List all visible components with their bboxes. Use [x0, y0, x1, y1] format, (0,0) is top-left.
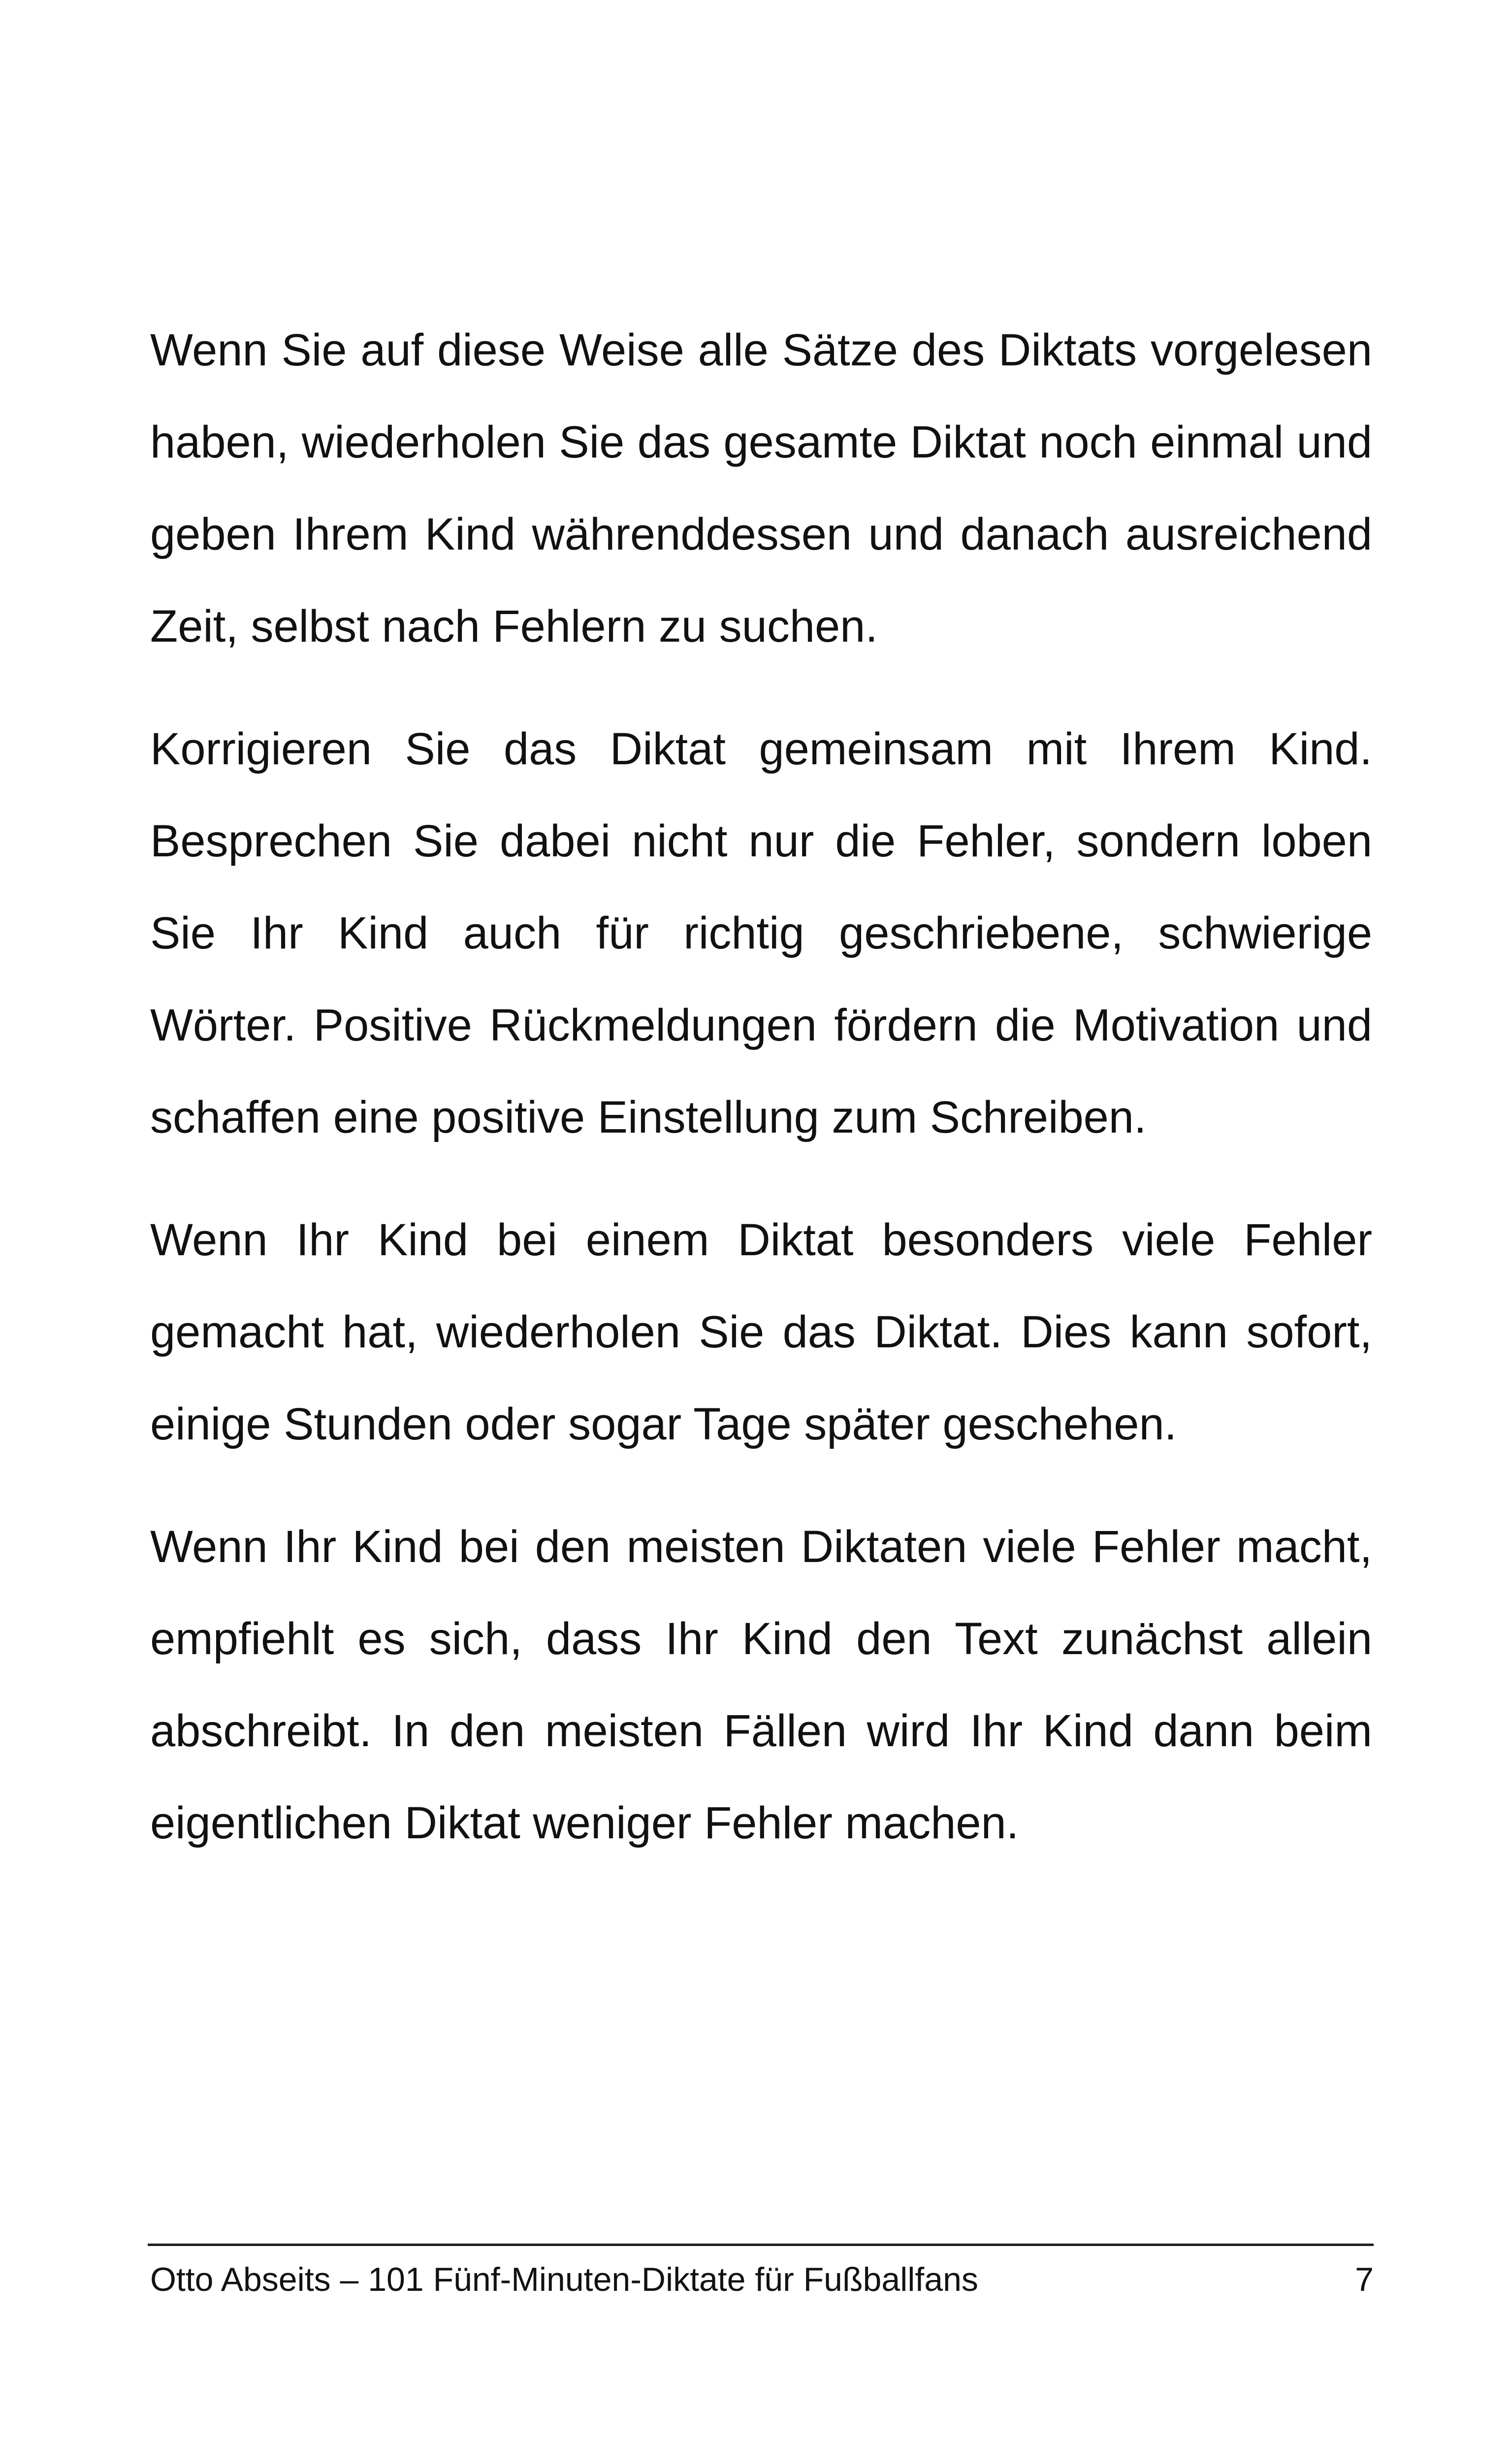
paragraph-correction: Korrigieren Sie das Diktat gemeinsam mit Ihrem Kind. Besprechen Sie dabei nicht nur die Fehler, sondern loben Sie Ihr Kind auch für richtig geschriebene, schwierige Wörter. Positive Rückmeldungen fördern die Motivation und schaffen eine positive Einstellung zum Schreiben. — [150, 724, 1372, 1142]
book-title: Otto Abseits – 101 Fünf-Minuten-Diktate für Fußballfans — [150, 2261, 978, 2298]
paragraph-copy-text: Wenn Ihr Kind bei den meisten Diktaten viele Fehler macht, empfiehlt es sich, dass Ihr Kind den Text zunächst allein abschreibt. In den meisten Fällen wird Ihr Kind dann beim eigentlichen Diktat weniger Fehler machen. — [150, 1522, 1372, 1848]
page-footer — [148, 2244, 1374, 2308]
footer-divider — [148, 2244, 1374, 2246]
page-body — [150, 304, 1372, 1869]
paragraph-repeat-dictation: Wenn Ihr Kind bei einem Diktat besonders viele Fehler gemacht hat, wiederholen Sie das Diktat. Dies kann sofort, einige Stunden oder sogar Tage später geschehen. — [150, 1215, 1372, 1449]
page-number: 7 — [1355, 2261, 1374, 2298]
paragraph-reading-aloud: Wenn Sie auf diese Weise alle Sätze des Diktats vorgelesen haben, wiederholen Sie das gesamte Diktat noch einmal und geben Ihrem Kind währenddessen und danach ausreichend Zeit, selbst nach Fehlern zu suchen. — [150, 325, 1372, 651]
